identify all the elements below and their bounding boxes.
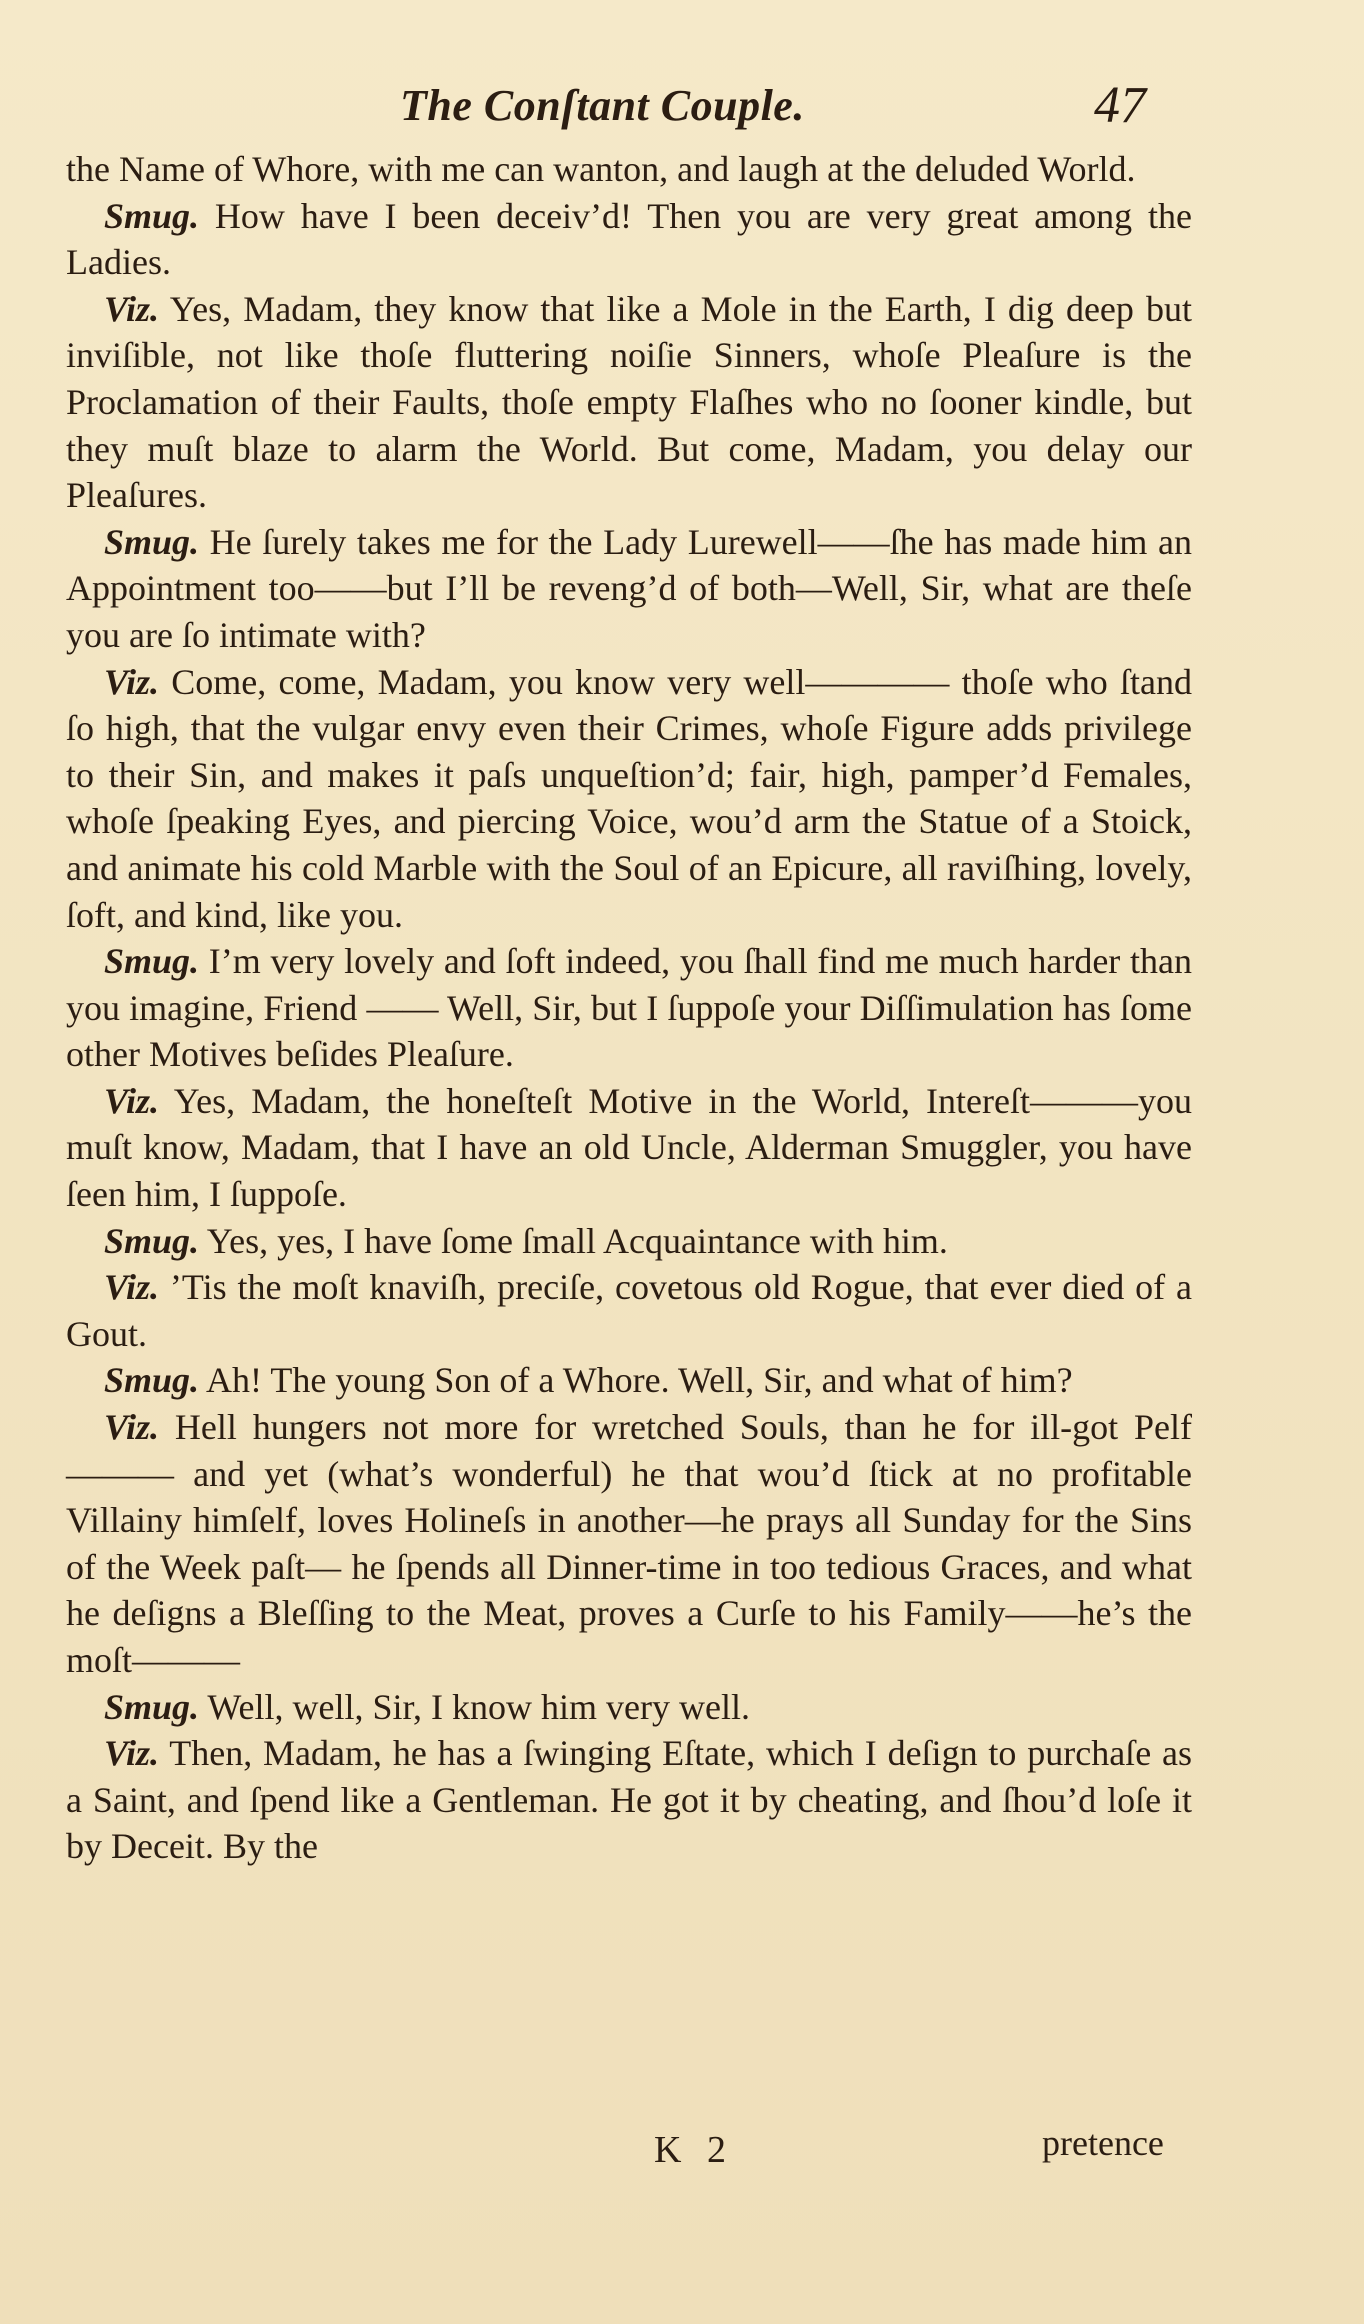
speech-paragraph xyxy=(66,659,1192,939)
speaker-name: Smug. xyxy=(104,1686,200,1727)
speech-paragraph xyxy=(66,1357,1192,1404)
speech-text: Hell hungers not more for wretched Souls, than he for ill-got Pelf——— and yet (what’s wonderful) he that wou’d ſtick at no profitable Villainy himſelf, loves Holineſs in another—he prays all Sunday for the Sins of the Week paſt— he ſpends all Dinner-time in too tedious Graces, and what he deſigns a Bleſſing to the Meat, proves a Curſe to his Family——he’s the moſt——— xyxy=(66,1407,1192,1680)
speech-text: Yes, yes, I have ſome ſmall Acquaintance with him. xyxy=(199,1220,948,1261)
speech-text: ’Tis the moſt knaviſh, preciſe, covetous old Rogue, that ever died of a Gout. xyxy=(66,1267,1192,1354)
play-text xyxy=(66,146,1192,1870)
speaker-name: Smug. xyxy=(104,1360,200,1401)
speech-paragraph xyxy=(66,519,1192,659)
speech-text: Yes, Madam, the honeſteſt Motive in the World, Intereſt———you muſt know, Madam, that I have an old Uncle, Alderman Smuggler, you have ſeen him, I ſuppoſe. xyxy=(66,1080,1192,1215)
speech-paragraph xyxy=(66,1404,1192,1684)
speech-paragraph xyxy=(66,1264,1192,1357)
speech-paragraph xyxy=(66,1684,1192,1731)
speech-paragraph xyxy=(66,1730,1192,1870)
speech-paragraph xyxy=(66,193,1192,286)
page-number: 47 xyxy=(1094,77,1146,134)
signature-mark: K 2 xyxy=(654,2129,734,2171)
speech-text: He ſurely takes me for the Lady Lurewell——ſhe has made him an Appointment too——but I’ll be reveng’d of both—Well, Sir, what are theſe you are ſo intimate with? xyxy=(66,521,1192,655)
page-header xyxy=(0,72,1364,132)
speech-text: Come, come, Madam, you know very well———— thoſe who ſtand ſo high, that the vulgar envy even their Crimes, whoſe Figure adds privilege to their Sin, and makes it paſs unqueſtion’d; fair, high, pamper’d Females, whoſe ſpeaking Eyes, and piercing Voice, wou’d arm the Statue of a Stoick, and animate his cold Marble with the Soul of an Epicure, all raviſhing, lovely, ſoft, and kind, like you. xyxy=(66,661,1192,935)
speech-text: Then, Madam, he has a ſwinging Eſtate, which I deſign to purchaſe as a Saint, and ſpend like a Gentleman. He got it by cheating, and ſhou’d loſe it by Deceit. By the xyxy=(66,1733,1192,1867)
speech-text: Well, well, Sir, I know him very well. xyxy=(199,1686,750,1727)
speaker-name: Viz. xyxy=(104,288,160,329)
speaker-name: Smug. xyxy=(104,941,200,982)
catchword: pretence xyxy=(1042,2123,1164,2163)
speech-text: Ah! The young Son of a Whore. Well, Sir, and what of him? xyxy=(199,1360,1073,1401)
running-title: The Conſtant Couple. xyxy=(400,81,805,130)
speech-paragraph xyxy=(66,286,1192,519)
speech-paragraph xyxy=(66,1078,1192,1218)
speech-text: I’m very lovely and ſoft indeed, you ſhall find me much harder than you imagine, Friend —— Well, Sir, but I ſuppoſe your Diſſimulation has ſome other Motives beſides Pleaſure. xyxy=(66,941,1192,1075)
speech-text: the Name of Whore, with me can wanton, and laugh at the deluded World. xyxy=(66,149,1136,189)
speech-text: How have I been deceiv’d! Then you are very great among the Ladies. xyxy=(66,195,1192,283)
page-footer xyxy=(0,2123,1364,2188)
speaker-name: Smug. xyxy=(104,521,200,562)
speaker-name: Viz. xyxy=(104,1267,160,1308)
continuation-paragraph xyxy=(66,146,1192,193)
speaker-name: Viz. xyxy=(104,1080,160,1121)
speech-paragraph xyxy=(66,1218,1192,1265)
speaker-name: Viz. xyxy=(104,661,160,702)
speaker-name: Viz. xyxy=(104,1407,160,1448)
speaker-name: Smug. xyxy=(104,195,200,236)
speech-paragraph xyxy=(66,938,1192,1078)
speech-text: Yes, Madam, they know that like a Mole in the Earth, I dig deep but inviſible, not like thoſe fluttering noiſie Sinners, whoſe Pleaſure is the Proclamation of their Faults, thoſe empty Flaſhes who no ſooner kindle, but they muſt blaze to alarm the World. But come, Madam, you delay our Pleaſures. xyxy=(66,288,1192,516)
speaker-name: Smug. xyxy=(104,1220,200,1261)
speaker-name: Viz. xyxy=(104,1733,160,1774)
